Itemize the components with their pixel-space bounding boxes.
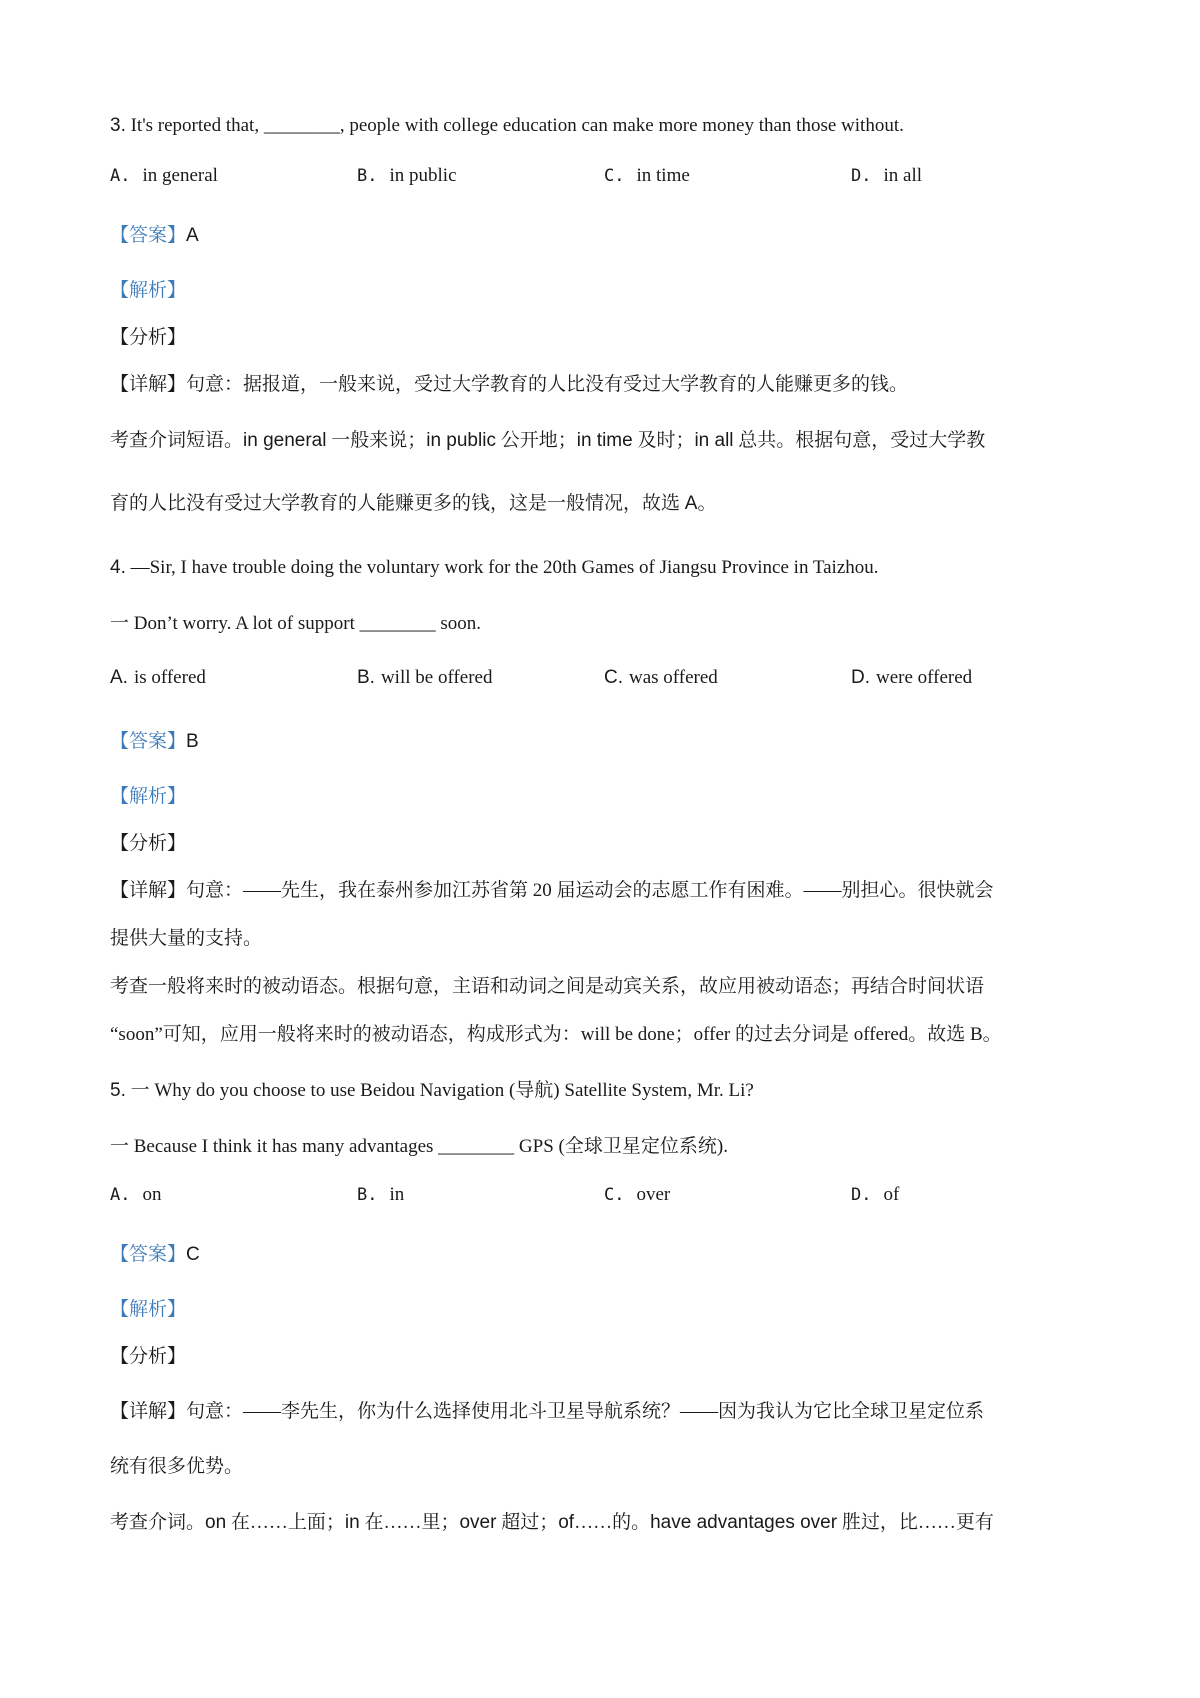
fenxi-label: 【分析】 (110, 833, 187, 854)
detail-text: 句意：据报道，一般来说，受过大学教育的人比没有受过大学教育的人能赚更多的钱。 (186, 374, 909, 395)
explain-phrase: in public (426, 430, 496, 451)
analysis-label: 【解析】 (110, 1299, 187, 1320)
question-4-stem (110, 554, 879, 582)
detail-line-1 (110, 877, 994, 905)
question-number: 5. (110, 1080, 126, 1101)
explain-phrase: in (344, 1512, 360, 1533)
detail-label: 【详解】 (110, 880, 187, 901)
option-text: in all (883, 165, 923, 186)
option-letter: C. (604, 1185, 625, 1205)
option-letter: A. (110, 166, 131, 186)
option-c (604, 162, 690, 190)
answer-value: B (186, 731, 199, 752)
option-text: will be offered (380, 667, 493, 688)
answer-value: A (186, 225, 199, 246)
question-number: 3. (110, 115, 126, 136)
option-letter: D. (851, 1185, 872, 1205)
explain-text: ……的。 (574, 1512, 651, 1533)
question-3-stem (110, 112, 904, 140)
question-5-stem (110, 1077, 754, 1105)
explain-text: 。 (697, 493, 717, 514)
option-letter: C. (604, 667, 623, 688)
explain-text: 一般来说； (331, 430, 427, 451)
explain-text: 公开地； (500, 430, 577, 451)
option-a (110, 162, 218, 190)
explain-line-1 (110, 427, 985, 455)
option-b (357, 664, 492, 692)
option-a (110, 1181, 161, 1209)
option-text: on (142, 1184, 162, 1205)
explain-text: 在……里； (364, 1512, 460, 1533)
explain-text: 及时； (637, 430, 695, 451)
question-text: 一 Why do you choose to use Beidou Navigation (导航) Satellite System, Mr. Li? (130, 1080, 754, 1101)
option-letter: C. (604, 166, 625, 186)
answer-line (110, 728, 199, 756)
option-letter: A. (110, 1185, 131, 1205)
detail-line-2: 提供大量的支持。 (110, 928, 263, 949)
explain-line-2 (110, 490, 716, 518)
explain-phrase: in time (576, 430, 633, 451)
explain-line-1 (110, 1509, 994, 1537)
question-number: 4. (110, 557, 126, 578)
option-d (851, 162, 922, 190)
answer-label: 【答案】 (110, 225, 187, 246)
detail-label: 【详解】 (110, 374, 187, 395)
explain-line-1: 考查一般将来时的被动语态。根据句意，主语和动词之间是动宾关系，故应用被动语态；再结合时间状语 (110, 976, 985, 997)
explain-phrase: of (558, 1512, 575, 1533)
answer-line (110, 1241, 200, 1269)
question-4-reply: 一 Don’t worry. A lot of support ________ soon. (110, 613, 482, 634)
explain-phrase: in general (243, 430, 327, 451)
answer-value: C (186, 1244, 200, 1265)
explain-phrase: on (205, 1512, 227, 1533)
option-text: in time (636, 165, 690, 186)
detail-text: 句意：——先生，我在泰州参加江苏省第 20 届运动会的志愿工作有困难。——别担心。很快就会 (186, 880, 994, 901)
detail-text: 句意：——李先生，你为什么选择使用北斗卫星导航系统？——因为我认为它比全球卫星定位系 (186, 1401, 985, 1422)
explain-line-2: “soon”可知，应用一般将来时的被动语态，构成形式为：will be done；offer 的过去分词是 offered。故选 B。 (110, 1024, 1002, 1045)
option-d (851, 1181, 899, 1209)
option-b (357, 162, 457, 190)
option-text: was offered (629, 667, 718, 688)
option-letter: A. (110, 667, 128, 688)
fenxi-label: 【分析】 (110, 1346, 187, 1367)
question-5-reply: 一 Because I think it has many advantages ________ GPS (全球卫星定位系统). (110, 1136, 728, 1157)
answer-label: 【答案】 (110, 731, 187, 752)
analysis-label: 【解析】 (110, 280, 187, 301)
option-a (110, 664, 206, 692)
detail-line (110, 371, 908, 399)
explain-text: 在……上面； (230, 1512, 345, 1533)
question-text: It's reported that, ________, people with college education can make more money than those without. (130, 115, 904, 136)
option-letter: D. (851, 667, 870, 688)
option-text: of (883, 1184, 900, 1205)
option-text: in public (389, 165, 457, 186)
option-c (604, 664, 718, 692)
fenxi-label: 【分析】 (110, 327, 187, 348)
option-letter: D. (851, 166, 872, 186)
option-letter: B. (357, 667, 375, 688)
explain-answer-letter: A (684, 493, 698, 514)
option-letter: B. (357, 166, 378, 186)
explain-phrase: in all (694, 430, 734, 451)
explain-text: 胜过，比……更有 (841, 1512, 994, 1533)
explain-text: 育的人比没有受过大学教育的人能赚更多的钱，这是一般情况，故选 (110, 493, 681, 514)
question-text: —Sir, I have trouble doing the voluntary work for the 20th Games of Jiangsu Province in Taizhou. (130, 557, 879, 578)
explain-text: 考查介词短语。 (110, 430, 244, 451)
detail-line-2: 统有很多优势。 (110, 1456, 244, 1477)
detail-line-1 (110, 1398, 984, 1426)
option-c (604, 1181, 670, 1209)
analysis-label: 【解析】 (110, 786, 187, 807)
explain-text: 超过； (501, 1512, 559, 1533)
explain-phrase: over (459, 1512, 497, 1533)
option-text: were offered (876, 667, 973, 688)
option-d (851, 664, 972, 692)
detail-label: 【详解】 (110, 1401, 187, 1422)
answer-line (110, 222, 199, 250)
option-text: over (636, 1184, 671, 1205)
option-text: is offered (133, 667, 206, 688)
option-text: in (389, 1184, 405, 1205)
option-b (357, 1181, 404, 1209)
option-letter: B. (357, 1185, 378, 1205)
explain-text: 考查介词。 (110, 1512, 206, 1533)
explain-phrase: have advantages over (650, 1512, 838, 1533)
explain-text: 总共。根据句意，受过大学教 (738, 430, 986, 451)
option-text: in general (142, 165, 218, 186)
answer-label: 【答案】 (110, 1244, 187, 1265)
